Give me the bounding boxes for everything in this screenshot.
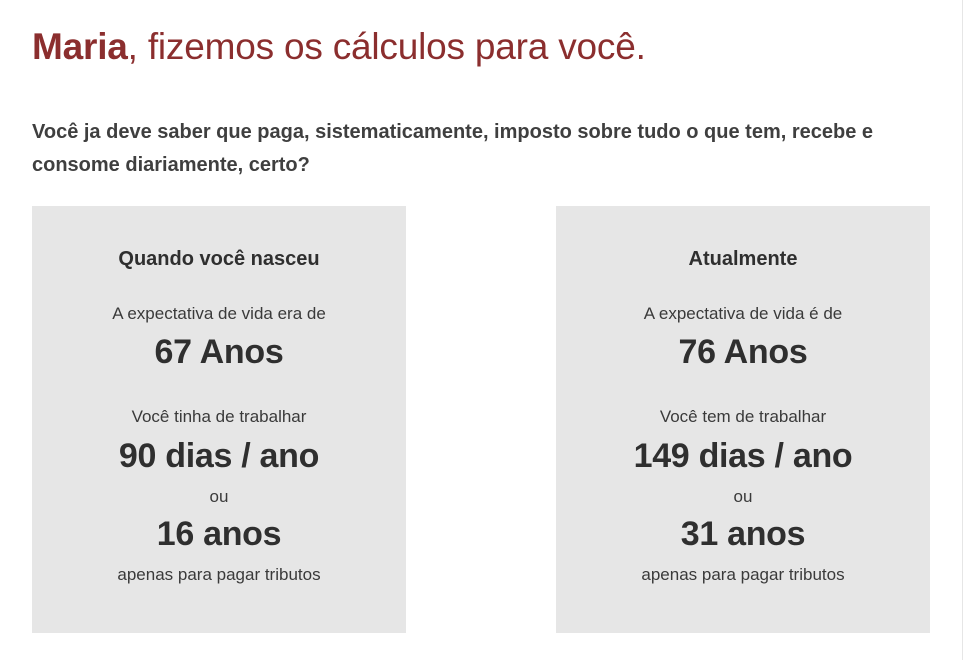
life-expectancy-label: A expectativa de vida era de bbox=[112, 304, 326, 323]
page-title bbox=[32, 26, 646, 68]
or-label: ou bbox=[209, 487, 229, 506]
life-expectancy-value: 76 Anos bbox=[678, 333, 808, 371]
work-years-value: 31 anos bbox=[680, 515, 806, 553]
card-title: Quando você nasceu bbox=[118, 248, 320, 270]
page-edge-divider bbox=[962, 0, 963, 660]
work-label: Você tem de trabalhar bbox=[659, 407, 827, 426]
or-label: ou bbox=[733, 487, 753, 506]
life-expectancy-label: A expectativa de vida é de bbox=[643, 304, 843, 323]
work-days-value: 90 dias / ano bbox=[118, 437, 320, 475]
card-current bbox=[556, 206, 930, 633]
headline-text: , fizemos os cálculos para você. bbox=[127, 26, 646, 67]
intro-paragraph: Você ja deve saber que paga, sistematicamente, imposto sobre tudo o que tem, recebe e consome diariamente, certo? bbox=[32, 121, 874, 176]
work-label: Você tinha de trabalhar bbox=[131, 407, 307, 426]
life-expectancy-value: 67 Anos bbox=[154, 333, 284, 371]
card-footer-text: apenas para pagar tributos bbox=[117, 565, 321, 584]
card-footer-text: apenas para pagar tributos bbox=[641, 565, 845, 584]
work-years-value: 16 anos bbox=[156, 515, 282, 553]
card-birth bbox=[32, 206, 406, 633]
card-title: Atualmente bbox=[688, 248, 798, 270]
work-days-value: 149 dias / ano bbox=[633, 437, 853, 475]
user-name: Maria bbox=[32, 26, 128, 67]
